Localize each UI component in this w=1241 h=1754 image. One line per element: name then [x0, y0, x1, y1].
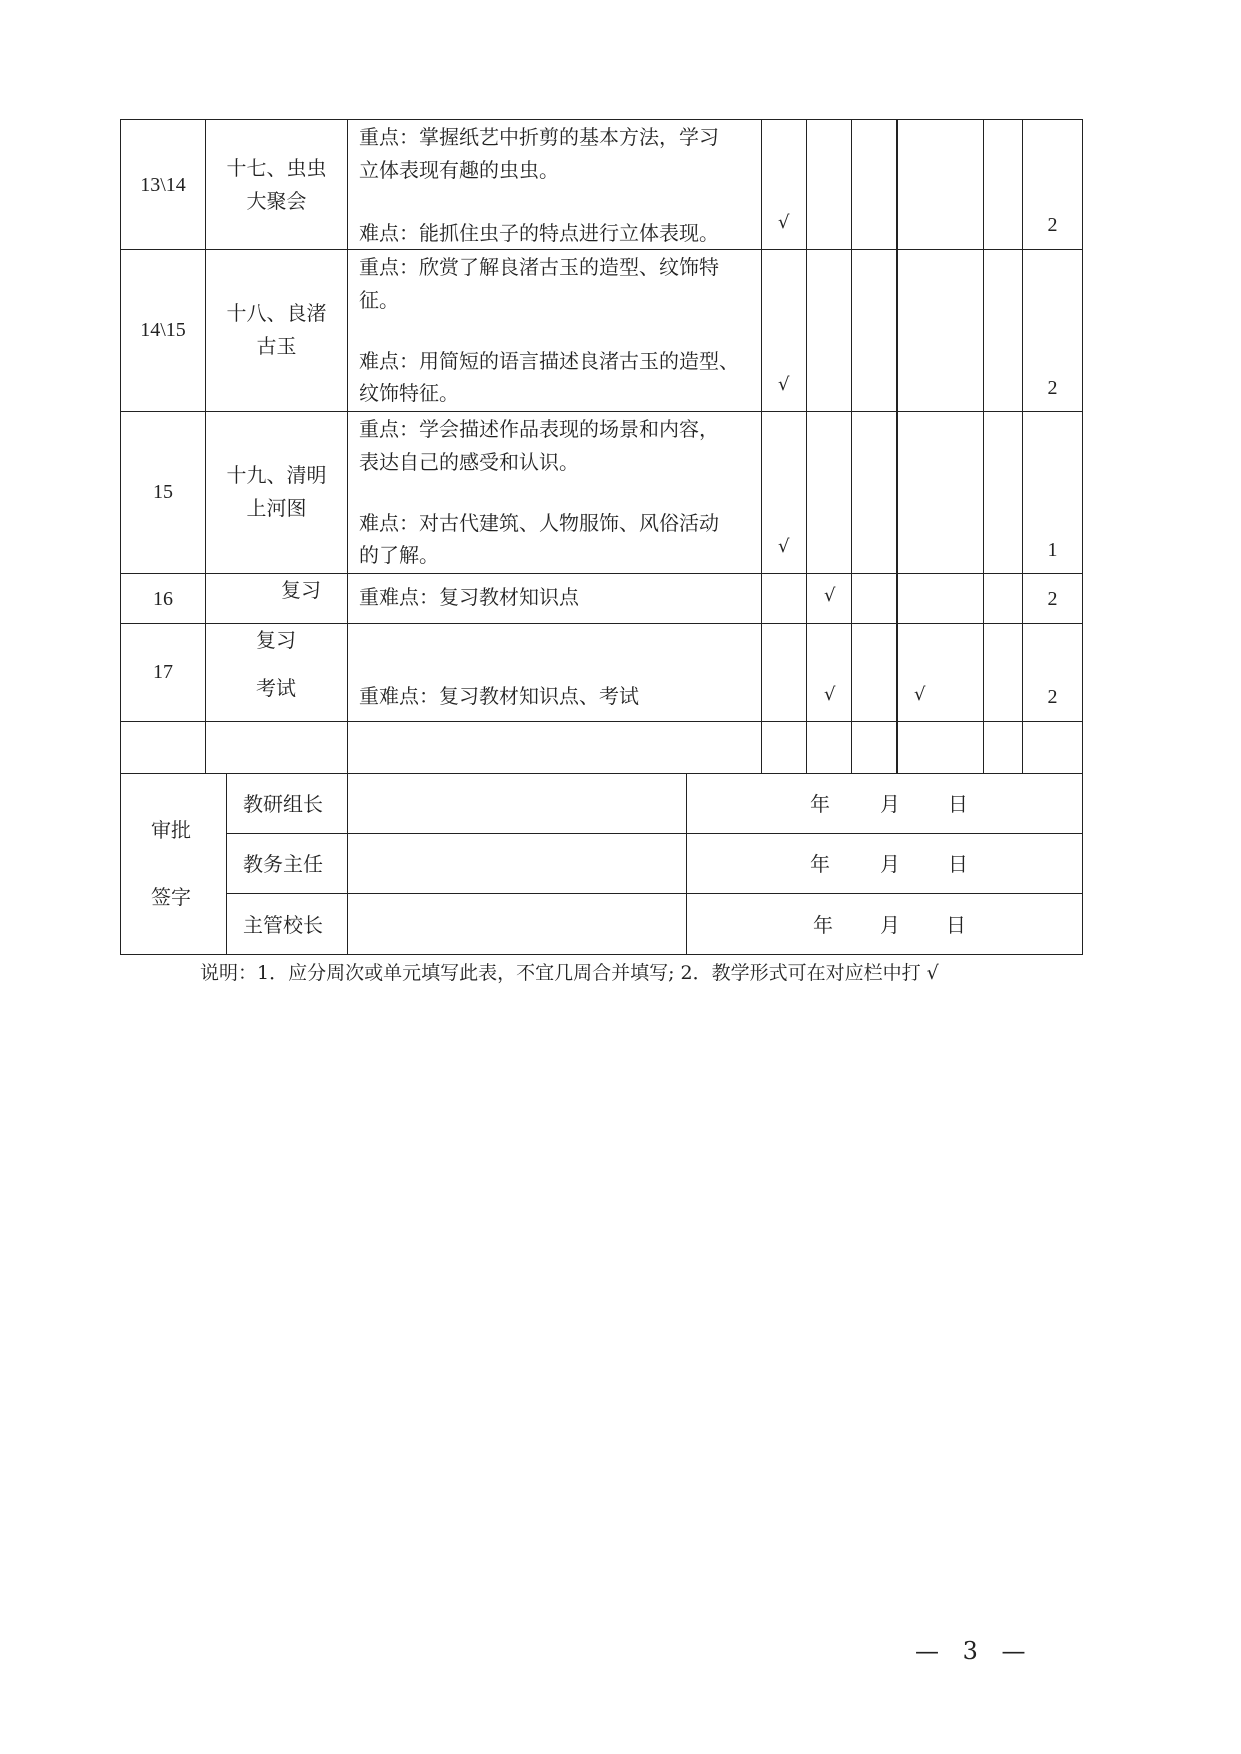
table-rule: [347, 119, 348, 773]
hours-cell: 2: [1047, 686, 1058, 708]
hours-cell: 2: [1047, 214, 1058, 236]
date-month: 月: [880, 913, 900, 937]
lesson-title-cell: 十七、虫虫: [226, 156, 327, 180]
key-point-text: 表达自己的感受和认识。: [359, 450, 579, 474]
signer-role: 教务主任: [243, 852, 323, 876]
week-cell: 15: [153, 481, 173, 503]
check-mark: √: [914, 684, 926, 705]
key-point-text: 重点：学会描述作品表现的场景和内容，: [359, 417, 719, 441]
footnote-text: 说明：1．应分周次或单元填写此表，不宜几周合并填写; 2．教学形式可在对应栏中打 √: [200, 962, 939, 984]
difficulty-text: 的了解。: [359, 543, 439, 567]
table-rule: [806, 119, 807, 773]
difficulty-text: 难点：能抓住虫子的特点进行立体表现。: [359, 221, 719, 245]
lesson-title-cell: 古玉: [256, 334, 297, 358]
table-rule: [120, 623, 1083, 624]
table-rule: [120, 119, 1083, 120]
date-month: 月: [880, 852, 900, 876]
week-cell: 17: [153, 661, 173, 683]
hours-cell: 1: [1047, 539, 1058, 561]
page-number: — 3 —: [915, 1637, 1034, 1665]
week-cell: 16: [153, 588, 173, 610]
key-point-text: 重点：欣赏了解良渚古玉的造型、纹饰特: [359, 255, 719, 279]
table-rule: [686, 773, 687, 954]
table-rule: [120, 119, 121, 955]
difficulty-text: 纹饰特征。: [359, 381, 459, 405]
difficulty-text: 难点：对古代建筑、人物服饰、风俗活动: [359, 511, 719, 535]
table-rule: [983, 119, 984, 773]
table-rule: [896, 119, 898, 773]
table-rule: [120, 954, 1083, 955]
hours-cell: 2: [1047, 588, 1058, 610]
lesson-title-cell: 考试: [256, 676, 296, 700]
table-rule: [120, 411, 1083, 412]
table-rule: [761, 119, 762, 773]
check-mark: √: [778, 212, 790, 233]
date-year: 年: [813, 913, 833, 937]
key-point-text: 重点：掌握纸艺中折剪的基本方法，学习: [359, 125, 719, 149]
key-point-text: 重难点：复习教材知识点: [359, 585, 579, 609]
check-mark: √: [778, 536, 790, 557]
date-day: 日: [946, 913, 966, 937]
signer-role: 教研组长: [243, 792, 323, 816]
lesson-title-cell: 大聚会: [246, 189, 307, 213]
date-year: 年: [810, 852, 830, 876]
approval-title: 签字: [151, 885, 191, 909]
week-cell: 13\14: [140, 174, 186, 196]
signature-field[interactable]: [348, 834, 685, 892]
date-day: 日: [948, 792, 968, 816]
table-rule: [226, 773, 227, 954]
signer-role: 主管校长: [243, 913, 323, 937]
table-rule: [1082, 119, 1083, 955]
signature-field[interactable]: [348, 774, 685, 832]
lesson-title-cell: 复习: [281, 578, 321, 602]
hours-cell: 2: [1047, 377, 1058, 399]
table-rule: [851, 119, 852, 773]
approval-title: 审批: [151, 818, 191, 842]
table-rule: [205, 119, 206, 773]
date-month: 月: [880, 792, 900, 816]
lesson-title-cell: 十八、良渚: [226, 301, 327, 325]
table-rule: [120, 721, 1083, 722]
lesson-title-cell: 上河图: [246, 496, 307, 520]
date-day: 日: [948, 852, 968, 876]
signature-field[interactable]: [348, 894, 685, 953]
check-mark: √: [778, 374, 790, 395]
key-point-text: 征。: [359, 288, 399, 312]
key-point-text: 重难点：复习教材知识点、考试: [359, 684, 639, 708]
check-mark: √: [824, 684, 836, 705]
lesson-title-cell: 十九、清明: [226, 463, 327, 487]
check-mark: √: [824, 585, 836, 606]
table-rule: [120, 249, 1083, 250]
key-point-text: 立体表现有趣的虫虫。: [359, 158, 559, 182]
date-year: 年: [810, 792, 830, 816]
difficulty-text: 难点：用简短的语言描述良渚古玉的造型、: [359, 349, 739, 373]
table-rule: [120, 573, 1083, 574]
lesson-title-cell: 复习: [256, 628, 296, 652]
week-cell: 14\15: [140, 319, 186, 341]
